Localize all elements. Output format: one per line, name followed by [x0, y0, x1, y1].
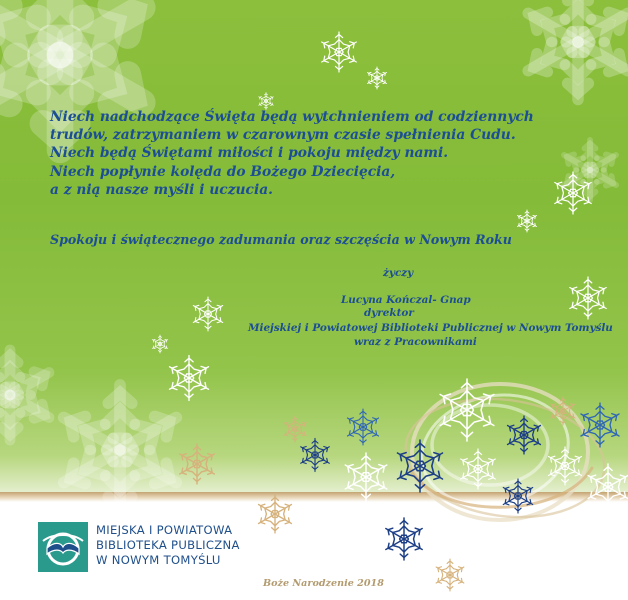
snowflake-icon [345, 409, 380, 445]
library-name-line: MIEJSKA I POWIATOWA [96, 523, 233, 537]
signature-verb: życzy [383, 267, 414, 279]
snowflake-icon [177, 444, 216, 484]
greeting-line: trudów, zatrzymaniem w czarownym czasie spełnienia Cudu. [50, 127, 516, 144]
snowflake-icon [458, 449, 497, 489]
library-name [96, 523, 240, 569]
snowflake-icon [258, 93, 275, 110]
signature-institution: Miejskiej i Powiatowej Biblioteki Publicznej w Nowym Tomyślu [248, 322, 613, 334]
greeting-poem [50, 108, 610, 199]
greeting-line: Niech nadchodzące Święta będą wytchnieniem od codziennych [50, 109, 534, 125]
snowflake-icon [319, 32, 358, 72]
signature-name: Lucyna Kończal- Gnap [341, 294, 471, 306]
library-name-line: W NOWYM TOMYŚLU [96, 553, 221, 568]
greeting-line: a z nią nasze myśli i uczucia. [50, 181, 273, 198]
snowflake-icon [434, 559, 465, 591]
snowflake-icon [522, 0, 628, 100]
snowflake-icon [395, 440, 446, 492]
swirl-ornament [398, 382, 612, 530]
library-logo-icon [37, 521, 89, 573]
signature-role: dyrektor [364, 307, 414, 319]
library-name-line: BIBLIOTEKA PUBLICZNA [96, 538, 240, 553]
greeting-line: Niech będą Świętami miłości i pokoju między nami. [50, 145, 449, 162]
snowflake-icon [0, 350, 54, 440]
snowflake-icon [366, 67, 387, 89]
snowflake-icon [568, 277, 609, 319]
snowflake-icon [57, 385, 184, 515]
snowflake-icon [167, 356, 211, 401]
snowflake-icon [191, 297, 224, 331]
snowflake-icon [516, 210, 537, 232]
snowflake-icon [151, 335, 169, 353]
snowflake-icon [586, 464, 628, 510]
holiday-date: Boże Narodzenie 2018 [263, 578, 384, 589]
greeting-line: Niech popłynie kolęda do Bożego Dziecięcia, [50, 163, 396, 180]
snowflake-icon [256, 495, 293, 533]
snowflake-icon [384, 518, 425, 560]
snowflake-icon [343, 453, 390, 501]
snowflake-icon [437, 379, 498, 441]
signature-staff: wraz z Pracownikami [354, 336, 477, 348]
new-year-wish: Spokoju i świątecznego zadumania oraz szczęścia w Nowym Roku [50, 232, 512, 247]
snowflake-icon [299, 439, 331, 472]
snowflake-icon [282, 416, 307, 442]
